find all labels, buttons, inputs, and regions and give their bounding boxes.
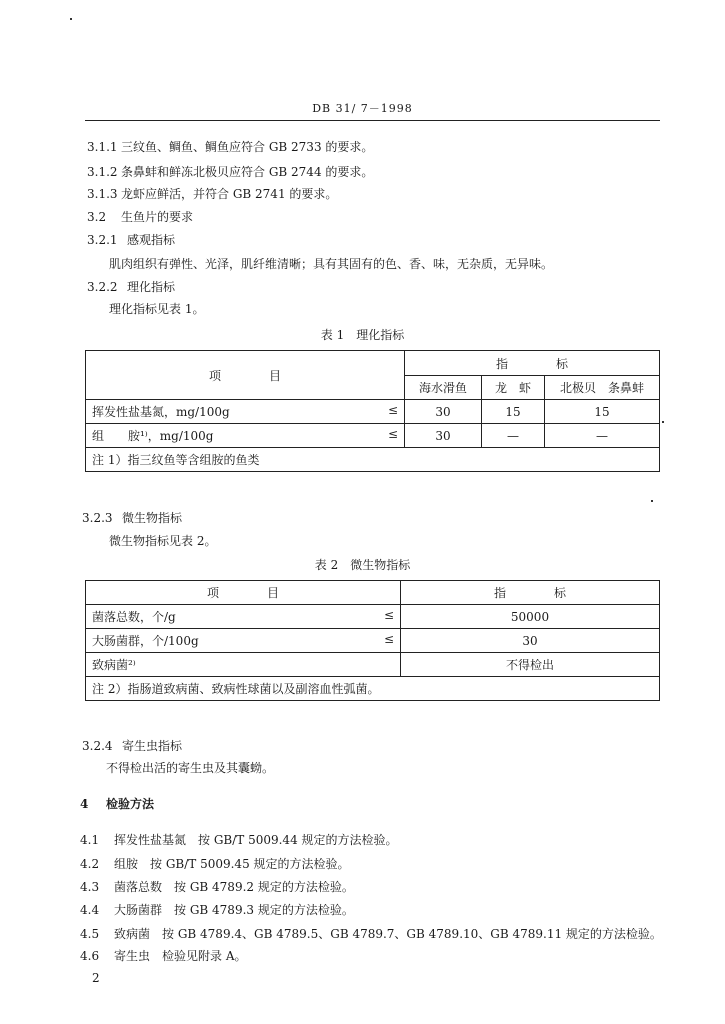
table2-row1-val: 50000 bbox=[401, 605, 660, 629]
table2-caption: 表 2 微生物指标 bbox=[314, 558, 411, 572]
table1-index-header: 指 标 bbox=[405, 351, 660, 376]
table1-item-header: 项 目 bbox=[86, 351, 405, 400]
table1-col-fish: 海水滑鱼 bbox=[405, 376, 482, 400]
table1-row2-val-fish: 30 bbox=[405, 424, 482, 448]
section-4-heading: 4 检验方法 bbox=[80, 797, 155, 811]
clause-3-2-2: 3.2.2 理化指标 bbox=[87, 280, 176, 294]
table1-caption: 表 1 理化指标 bbox=[320, 328, 405, 342]
clause-3-2-4: 3.2.4 寄生虫指标 bbox=[82, 739, 183, 753]
clause-4-6: 4.6 寄生虫 检验见附录 A。 bbox=[80, 949, 247, 963]
table2-note: 注 2）指肠道致病菌、致病性球菌以及副溶血性弧菌。 bbox=[86, 677, 660, 701]
table1-row1-label: 挥发性盐基氮，mg/100g ≤ bbox=[86, 400, 405, 424]
table2-row3-val: 不得检出 bbox=[401, 653, 660, 677]
table2-row3-label: 致病菌²⁾ bbox=[86, 653, 401, 677]
clause-3-2-4-body: 不得检出活的寄生虫及其囊蚴。 bbox=[106, 761, 275, 775]
clause-3-1-1: 3.1.1 三纹鱼、鲷鱼、鲷鱼应符合 GB 2733 的要求。 bbox=[87, 140, 374, 154]
table1 bbox=[85, 350, 660, 472]
table2-row2-label: 大肠菌群，个/100g ≤ bbox=[86, 629, 401, 653]
table1-note: 注 1）指三纹鱼等含组胺的鱼类 bbox=[86, 448, 660, 472]
table2-item-header: 项 目 bbox=[86, 581, 401, 605]
clause-3-2: 3.2 生鱼片的要求 bbox=[87, 210, 194, 224]
clause-3-2-2-body: 理化指标见表 1。 bbox=[109, 302, 205, 316]
clause-4-4: 4.4 大肠菌群 按 GB 4789.3 规定的方法检验。 bbox=[80, 903, 354, 917]
table2-row1-label: 菌落总数，个/g ≤ bbox=[86, 605, 401, 629]
table1-col-shellfish: 北极贝 条鼻蚌 bbox=[545, 376, 660, 400]
clause-3-1-2: 3.1.2 条鼻蚌和鲜冻北极贝应符合 GB 2744 的要求。 bbox=[87, 165, 374, 179]
clause-3-2-3-body: 微生物指标见表 2。 bbox=[109, 534, 217, 548]
clause-3-2-1-body: 肌肉组织有弹性、光泽，肌纤维清晰；具有其固有的色、香、味，无杂质，无异味。 bbox=[109, 257, 554, 271]
clause-4-5: 4.5 致病菌 按 GB 4789.4、GB 4789.5、GB 4789.7、GB 4789.10、GB 4789.11 规定的方法检验。 bbox=[80, 927, 662, 941]
table2-index-header: 指 标 bbox=[401, 581, 660, 605]
table2-row2-val: 30 bbox=[401, 629, 660, 653]
table1-row1-val-fish: 30 bbox=[405, 400, 482, 424]
scan-speck bbox=[651, 500, 653, 502]
table1-col-lobster: 龙 虾 bbox=[482, 376, 545, 400]
table2 bbox=[85, 580, 660, 701]
clause-3-1-3: 3.1.3 龙虾应鲜活，并符合 GB 2741 的要求。 bbox=[87, 187, 338, 201]
table1-row1-val-shellfish: 15 bbox=[545, 400, 660, 424]
page-header: DB 31/ 7－1998 bbox=[312, 102, 413, 115]
header-rule bbox=[85, 120, 660, 121]
table1-row2-label: 组 胺¹⁾，mg/100g ≤ bbox=[86, 424, 405, 448]
clause-4-2: 4.2 组胺 按 GB/T 5009.45 规定的方法检验。 bbox=[80, 857, 350, 871]
scan-speck bbox=[70, 18, 72, 20]
table1-row2-val-shellfish: — bbox=[545, 424, 660, 448]
page-number: 2 bbox=[92, 971, 100, 985]
clause-3-2-1: 3.2.1 感观指标 bbox=[87, 233, 176, 247]
clause-4-1: 4.1 挥发性盐基氮 按 GB/T 5009.44 规定的方法检验。 bbox=[80, 833, 398, 847]
clause-4-3: 4.3 菌落总数 按 GB 4789.2 规定的方法检验。 bbox=[80, 880, 354, 894]
table1-row1-val-lobster: 15 bbox=[482, 400, 545, 424]
table1-row2-val-lobster: — bbox=[482, 424, 545, 448]
scan-speck bbox=[662, 421, 664, 423]
clause-3-2-3: 3.2.3 微生物指标 bbox=[82, 511, 183, 525]
